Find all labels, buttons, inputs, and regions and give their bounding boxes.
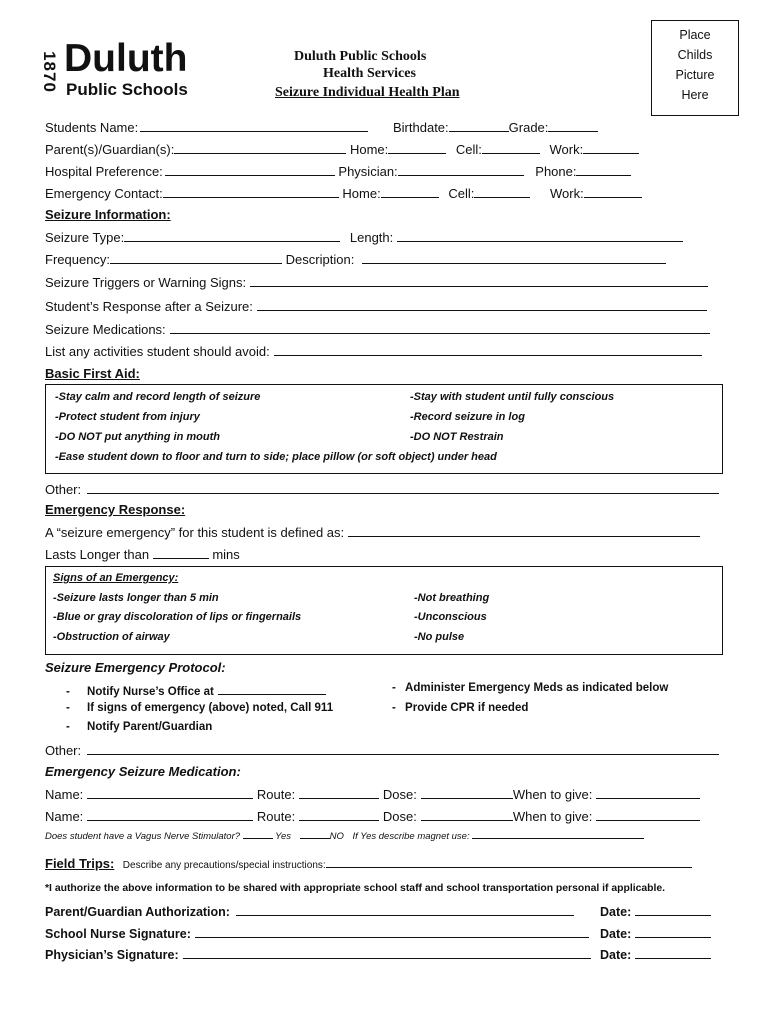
parent-work-label: Work: <box>549 142 584 157</box>
birthdate-label: Birthdate: <box>393 120 449 135</box>
hospital-field[interactable] <box>165 163 335 176</box>
parents-label: Parent(s)/Guardian(s): <box>45 142 175 157</box>
page-title: Seizure Individual Health Plan <box>275 85 460 100</box>
field-trips-field[interactable] <box>326 858 692 868</box>
triggers-row <box>45 274 708 291</box>
birthdate-row <box>393 119 598 136</box>
nurse-signature-label: School Nurse Signature: <box>45 927 191 941</box>
parent-home-field[interactable] <box>388 141 446 154</box>
triggers-field[interactable] <box>250 274 708 287</box>
first-aid-item: -Stay calm and record length of seizure <box>55 391 261 403</box>
avoid-label: List any activities student should avoid: <box>45 344 270 359</box>
physician-date-field[interactable] <box>635 946 711 959</box>
med-name-field[interactable] <box>87 786 253 799</box>
first-aid-item: -Stay with student until fully conscious <box>410 391 615 403</box>
grade-field[interactable] <box>548 119 598 132</box>
photo-text-1: Place <box>679 28 711 42</box>
physician-signature-row <box>45 946 591 962</box>
med-dose-label: Dose: <box>382 787 417 802</box>
med-name-label: Name: <box>45 787 84 802</box>
med-when-label: When to give: <box>512 787 593 802</box>
hospital-label: Hospital Preference: <box>45 164 163 179</box>
mins-label: mins <box>212 547 240 562</box>
emergency-response-heading: Emergency Response: <box>45 502 186 517</box>
physician-signature-label: Physician’s Signature: <box>45 948 179 962</box>
protocol-text: Notify Nurse’s Office at <box>87 686 214 698</box>
first-aid-other-field[interactable] <box>87 481 719 494</box>
seizure-type-label: Seizure Type: <box>45 230 125 245</box>
protocol-item-meds <box>392 682 668 694</box>
parent-home-label: Home: <box>349 142 389 157</box>
sign-item: -Unconscious <box>414 611 487 623</box>
date-label: Date: <box>600 948 632 962</box>
emergency-contact-label: Emergency Contact: <box>45 186 163 201</box>
nurse-date-row <box>600 925 711 941</box>
parent-signature-label: Parent/Guardian Authorization: <box>45 905 230 919</box>
avoid-row <box>45 343 702 360</box>
frequency-label: Frequency: <box>45 252 111 267</box>
bullet-dash: - <box>66 702 70 714</box>
protocol-text: Administer Emergency Meds as indicated below <box>405 682 669 694</box>
field-trips-label: Field Trips: <box>45 856 115 871</box>
protocol-other-row <box>45 742 719 759</box>
frequency-field[interactable] <box>110 251 282 264</box>
medication-row <box>45 808 700 825</box>
vns-question: Does student have a Vagus Nerve Stimulator? <box>45 831 241 842</box>
parent-date-row <box>600 903 711 919</box>
med-route-label: Route: <box>256 787 296 802</box>
med-when-field[interactable] <box>596 786 700 799</box>
vns-yes-label: Yes <box>275 831 292 842</box>
nurse-signature-row <box>45 925 589 941</box>
parent-work-field[interactable] <box>583 141 639 154</box>
student-name-label: Students Name: <box>45 120 139 135</box>
parents-row <box>45 141 639 158</box>
first-aid-other-label: Other: <box>45 482 82 497</box>
med-name-field[interactable] <box>87 808 253 821</box>
lasts-label: Lasts Longer than <box>45 547 150 562</box>
first-aid-item: -DO NOT put anything in mouth <box>55 431 220 443</box>
vns-no-field[interactable] <box>300 829 330 839</box>
description-field[interactable] <box>362 251 666 264</box>
district-logo <box>39 37 212 102</box>
emergency-defined-field[interactable] <box>348 524 700 537</box>
seizure-length-label: Length: <box>349 230 394 245</box>
protocol-item-911 <box>66 702 333 714</box>
med-route-field[interactable] <box>299 786 379 799</box>
medications-label: Seizure Medications: <box>45 322 166 337</box>
emergency-contact-field[interactable] <box>163 185 339 198</box>
parent-cell-label: Cell: <box>455 142 482 157</box>
med-when-field[interactable] <box>596 808 700 821</box>
birthdate-field[interactable] <box>449 119 509 132</box>
authorization-statement: *I authorize the above information to be shared with appropriate school staff and school transportation personal if applicable. <box>45 883 666 894</box>
bullet-dash: - <box>66 721 70 733</box>
photo-placeholder[interactable] <box>651 20 739 116</box>
bullet-dash: - <box>392 682 396 694</box>
med-name-label: Name: <box>45 809 84 824</box>
sign-item: -Blue or gray discoloration of lips or fingernails <box>53 611 302 623</box>
emergency-home-field[interactable] <box>381 185 439 198</box>
magnet-label: If Yes describe magnet use: <box>352 831 470 842</box>
triggers-label: Seizure Triggers or Warning Signs: <box>45 275 247 290</box>
response-field[interactable] <box>257 298 707 311</box>
emergency-work-label: Work: <box>549 186 584 201</box>
first-aid-heading: Basic First Aid: <box>45 366 140 381</box>
protocol-item-cpr <box>392 702 528 714</box>
emergency-cell-label: Cell: <box>448 186 475 201</box>
emergency-contact-row <box>45 185 642 202</box>
response-row <box>45 298 707 315</box>
phone-field[interactable] <box>576 163 631 176</box>
vns-yes-field[interactable] <box>243 829 273 839</box>
lasts-row <box>45 546 240 563</box>
parent-signature-field[interactable] <box>236 903 574 916</box>
med-route-label: Route: <box>256 809 296 824</box>
parent-date-field[interactable] <box>635 903 711 916</box>
logo-subname: Public Schools <box>66 80 188 99</box>
med-route-field[interactable] <box>299 808 379 821</box>
physician-signature-field[interactable] <box>183 946 591 959</box>
bullet-dash: - <box>66 686 70 698</box>
first-aid-item: -Ease student down to floor and turn to side; place pillow (or soft object) under head <box>55 451 497 463</box>
seizure-type-field[interactable] <box>124 229 340 242</box>
parent-cell-field[interactable] <box>482 141 540 154</box>
description-label: Description: <box>285 252 355 267</box>
bullet-dash: - <box>392 702 396 714</box>
header-org: Duluth Public Schools <box>294 49 427 64</box>
med-dose-field[interactable] <box>421 786 513 799</box>
response-label: Student’s Response after a Seizure: <box>45 299 253 314</box>
seizure-info-heading: Seizure Information: <box>45 207 171 222</box>
seizure-length-field[interactable] <box>397 229 683 242</box>
first-aid-item: -DO NOT Restrain <box>410 431 504 443</box>
sign-item: -Seizure lasts longer than 5 min <box>53 592 219 604</box>
photo-text-4: Here <box>681 88 709 102</box>
med-dose-label: Dose: <box>382 809 417 824</box>
first-aid-other-row <box>45 481 719 498</box>
physician-date-row <box>600 946 711 962</box>
header-dept: Health Services <box>323 66 416 81</box>
photo-text-3: Picture <box>675 68 715 82</box>
medication-row <box>45 786 700 803</box>
seizure-type-row <box>45 229 683 246</box>
first-aid-item: -Protect student from injury <box>55 411 200 423</box>
student-name-field[interactable] <box>140 119 368 132</box>
field-trips-desc: Describe any precautions/special instructions: <box>122 860 326 871</box>
medications-row <box>45 321 710 338</box>
frequency-row <box>45 251 666 268</box>
sign-item: -Obstruction of airway <box>53 631 170 643</box>
signs-heading: Signs of an Emergency: <box>53 572 179 584</box>
nurse-signature-field[interactable] <box>195 925 589 938</box>
emergency-defined-row <box>45 524 700 541</box>
parents-field[interactable] <box>174 141 346 154</box>
student-name-row <box>45 119 368 136</box>
first-aid-item: -Record seizure in log <box>410 411 525 423</box>
field-trips-row <box>45 855 692 873</box>
emergency-defined-label: A “seizure emergency” for this student is defined as: <box>45 525 345 540</box>
vns-no-label: NO <box>329 831 344 842</box>
date-label: Date: <box>600 905 632 919</box>
physician-label: Physician: <box>338 164 398 179</box>
sign-item: -Not breathing <box>414 592 490 604</box>
med-when-label: When to give: <box>512 809 593 824</box>
protocol-item-nurse <box>66 682 326 698</box>
med-dose-field[interactable] <box>421 808 513 821</box>
medications-field[interactable] <box>170 321 710 334</box>
grade-label: Grade: <box>508 120 549 135</box>
lasts-field[interactable] <box>153 546 209 559</box>
emergency-home-label: Home: <box>342 186 381 201</box>
protocol-text: If signs of emergency (above) noted, Call 911 <box>87 702 334 714</box>
hospital-row <box>45 163 631 180</box>
parent-signature-row <box>45 903 574 919</box>
logo-name: Duluth <box>64 37 188 80</box>
vns-row <box>45 829 644 842</box>
avoid-field[interactable] <box>274 343 702 356</box>
protocol-text: Notify Parent/Guardian <box>87 721 213 733</box>
phone-label: Phone: <box>535 164 577 179</box>
physician-field[interactable] <box>398 163 524 176</box>
photo-text-2: Childs <box>677 48 713 62</box>
medication-heading: Emergency Seizure Medication: <box>45 764 241 779</box>
nurse-office-field[interactable] <box>218 682 326 695</box>
date-label: Date: <box>600 927 632 941</box>
logo-year: 1870 <box>39 51 59 93</box>
emergency-work-field[interactable] <box>584 185 642 198</box>
protocol-item-parent <box>66 721 212 733</box>
protocol-text: Provide CPR if needed <box>405 702 529 714</box>
protocol-other-field[interactable] <box>87 742 719 755</box>
sign-item: -No pulse <box>414 631 465 643</box>
protocol-other-label: Other: <box>45 743 82 758</box>
emergency-cell-field[interactable] <box>474 185 530 198</box>
magnet-field[interactable] <box>472 829 644 839</box>
protocol-heading: Seizure Emergency Protocol: <box>45 660 226 675</box>
nurse-date-field[interactable] <box>635 925 711 938</box>
